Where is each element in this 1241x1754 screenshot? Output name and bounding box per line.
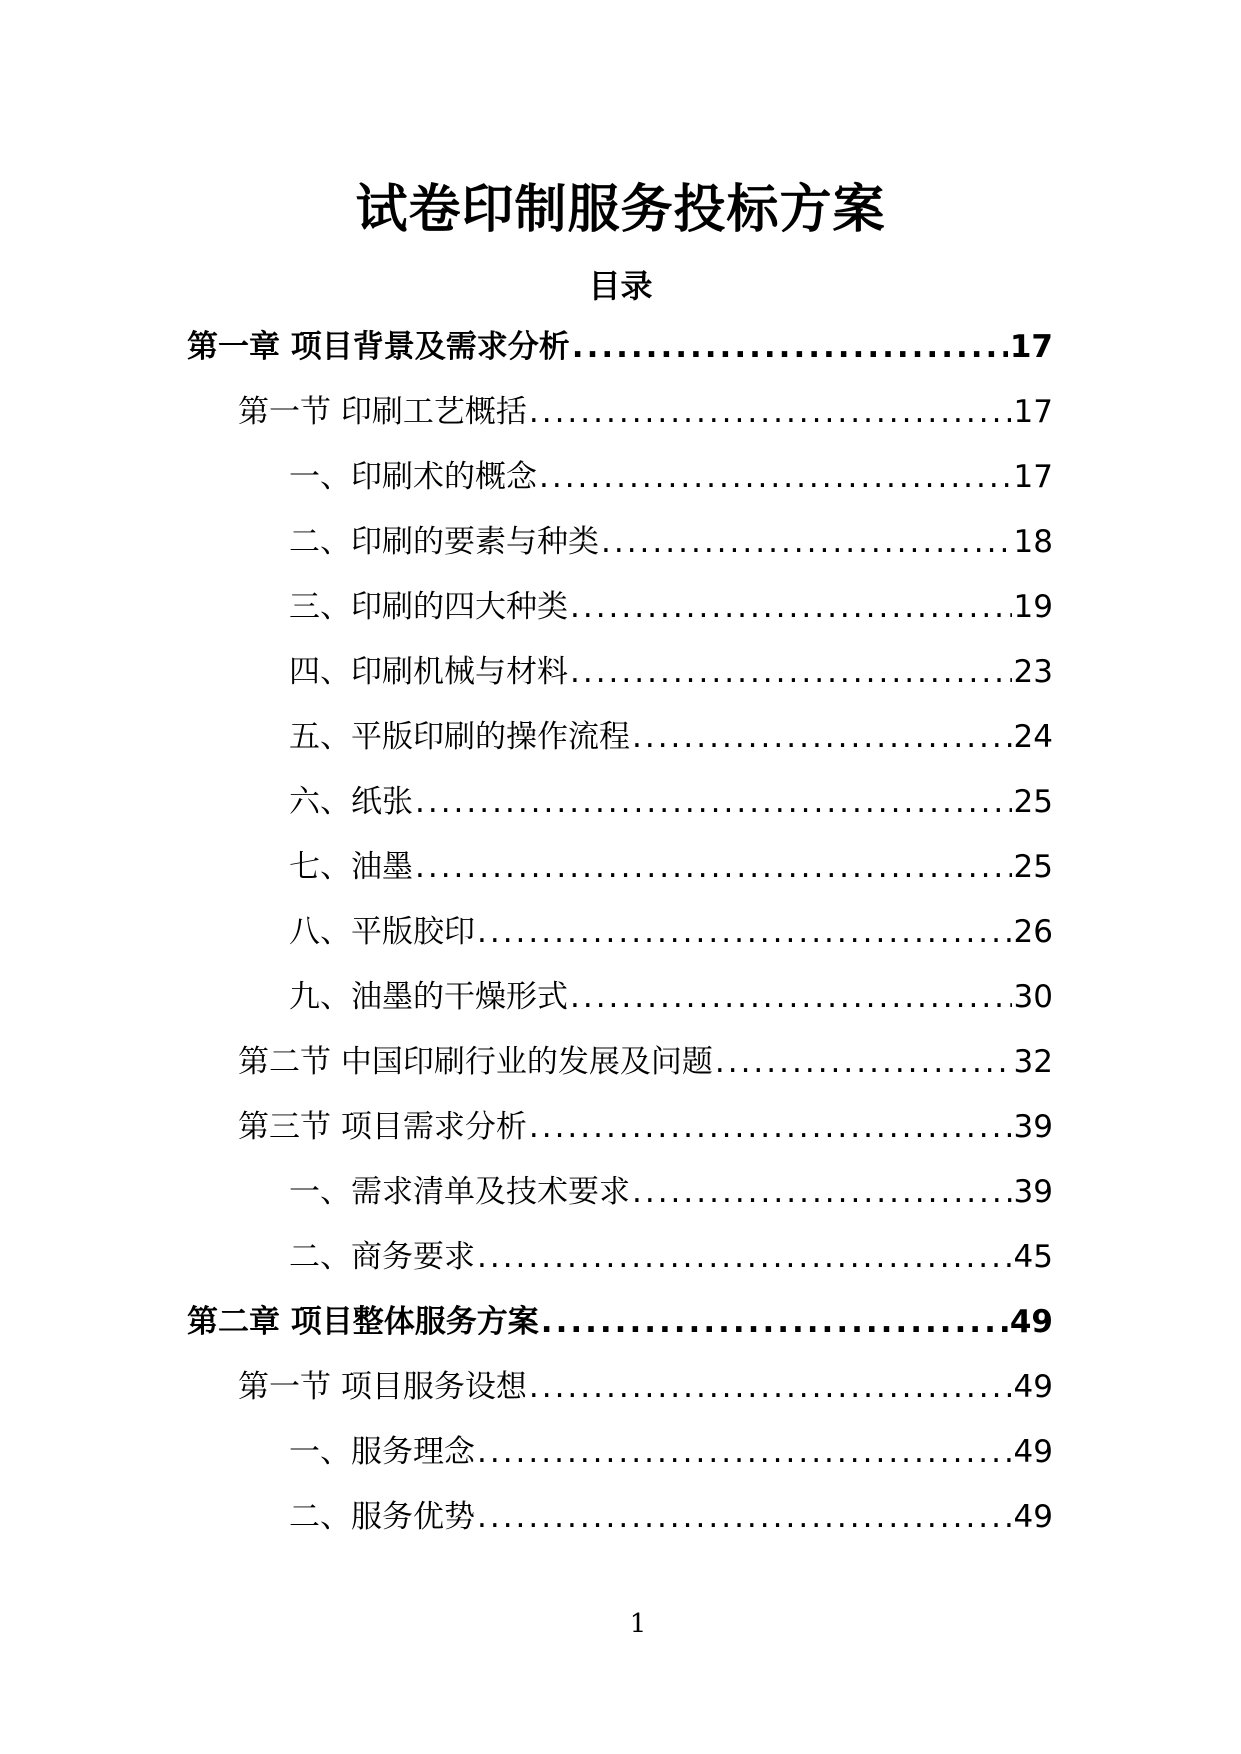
toc-dot-leader xyxy=(477,910,1012,954)
toc-dot-leader xyxy=(570,650,1012,694)
toc-entry-page: 49 xyxy=(1013,1434,1053,1470)
toc-entry-label: 六、纸张 xyxy=(289,784,413,820)
toc-entry-label: 五、平版印刷的操作流程 xyxy=(289,719,630,755)
toc-entry-label: 三、印刷的四大种类 xyxy=(289,589,568,625)
toc-entry-page: 17 xyxy=(1013,459,1053,495)
toc-entry-page: 25 xyxy=(1013,849,1053,885)
toc-entry-label: 一、需求清单及技术要求 xyxy=(289,1174,630,1210)
toc-dot-leader xyxy=(715,1040,1012,1084)
toc-entry-page: 19 xyxy=(1013,589,1053,625)
toc-entry-page: 32 xyxy=(1013,1044,1053,1080)
toc-entry[interactable] xyxy=(187,325,1053,390)
toc-entry[interactable] xyxy=(187,1495,1053,1560)
toc-entry-label: 八、平版胶印 xyxy=(289,914,475,950)
toc-dot-leader xyxy=(570,975,1012,1019)
toc-entry-page: 39 xyxy=(1013,1109,1053,1145)
toc-entry-page: 17 xyxy=(1009,329,1053,365)
toc-entry-label: 二、服务优势 xyxy=(289,1499,475,1535)
toc-dot-leader xyxy=(632,1170,1012,1214)
toc-entry[interactable] xyxy=(187,1300,1053,1365)
toc-dot-leader xyxy=(477,1495,1012,1539)
toc-entry-page: 18 xyxy=(1013,524,1053,560)
toc-entry-label: 四、印刷机械与材料 xyxy=(289,654,568,690)
toc-entry-label: 九、油墨的干燥形式 xyxy=(289,979,568,1015)
toc-entry[interactable] xyxy=(187,1365,1053,1430)
toc-entry-page: 49 xyxy=(1009,1304,1053,1340)
toc-entry-page: 49 xyxy=(1013,1369,1053,1405)
toc-entry[interactable] xyxy=(187,650,1053,715)
toc-dot-leader xyxy=(529,390,1012,434)
toc-heading: 目录 xyxy=(588,267,653,305)
toc-entry-page: 23 xyxy=(1013,654,1053,690)
toc-entry-label: 第一节 印刷工艺概括 xyxy=(238,394,527,430)
toc-dot-leader xyxy=(529,1365,1012,1409)
document-title: 试卷印制服务投标方案 xyxy=(355,180,886,240)
toc-entry[interactable] xyxy=(187,910,1053,975)
toc-entry[interactable] xyxy=(187,1235,1053,1300)
toc-dot-leader xyxy=(541,1300,1008,1344)
toc-entry[interactable] xyxy=(187,715,1053,780)
toc-entry-label: 二、商务要求 xyxy=(289,1239,475,1275)
toc-dot-leader xyxy=(477,1430,1012,1474)
toc-entry-label: 一、服务理念 xyxy=(289,1434,475,1470)
toc-entry-page: 24 xyxy=(1013,719,1053,755)
toc-entry[interactable] xyxy=(187,520,1053,585)
toc-entry-label: 第二节 中国印刷行业的发展及问题 xyxy=(238,1044,713,1080)
toc-entry-page: 49 xyxy=(1013,1499,1053,1535)
toc-entry-label: 第三节 项目需求分析 xyxy=(238,1109,527,1145)
toc-entry[interactable] xyxy=(187,1105,1053,1170)
toc-entry[interactable] xyxy=(187,1040,1053,1105)
toc-entry[interactable] xyxy=(187,1170,1053,1235)
toc-dot-leader xyxy=(415,845,1012,889)
toc-entry-label: 第一节 项目服务设想 xyxy=(238,1369,527,1405)
toc-entry[interactable] xyxy=(187,1430,1053,1495)
toc-entry-page: 17 xyxy=(1013,394,1053,430)
table-of-contents xyxy=(187,325,1053,1560)
toc-dot-leader xyxy=(539,455,1012,499)
toc-entry-label: 二、印刷的要素与种类 xyxy=(289,524,599,560)
toc-entry-label: 七、油墨 xyxy=(289,849,413,885)
toc-entry[interactable] xyxy=(187,975,1053,1040)
toc-dot-leader xyxy=(529,1105,1012,1149)
toc-dot-leader xyxy=(477,1235,1012,1279)
toc-dot-leader xyxy=(415,780,1012,824)
toc-entry-page: 30 xyxy=(1013,979,1053,1015)
toc-entry-page: 25 xyxy=(1013,784,1053,820)
toc-entry[interactable] xyxy=(187,845,1053,910)
toc-dot-leader xyxy=(570,585,1012,629)
toc-entry[interactable] xyxy=(187,455,1053,520)
toc-entry[interactable] xyxy=(187,780,1053,845)
toc-entry-page: 39 xyxy=(1013,1174,1053,1210)
page-number: 1 xyxy=(629,1609,647,1639)
toc-entry-page: 26 xyxy=(1013,914,1053,950)
toc-dot-leader xyxy=(601,520,1012,564)
toc-entry[interactable] xyxy=(187,585,1053,650)
toc-entry-label: 第二章 项目整体服务方案 xyxy=(187,1304,539,1340)
toc-entry-label: 一、印刷术的概念 xyxy=(289,459,537,495)
toc-dot-leader xyxy=(632,715,1012,759)
toc-entry-label: 第一章 项目背景及需求分析 xyxy=(187,329,570,365)
toc-entry-page: 45 xyxy=(1013,1239,1053,1275)
toc-dot-leader xyxy=(572,325,1008,369)
toc-entry[interactable] xyxy=(187,390,1053,455)
